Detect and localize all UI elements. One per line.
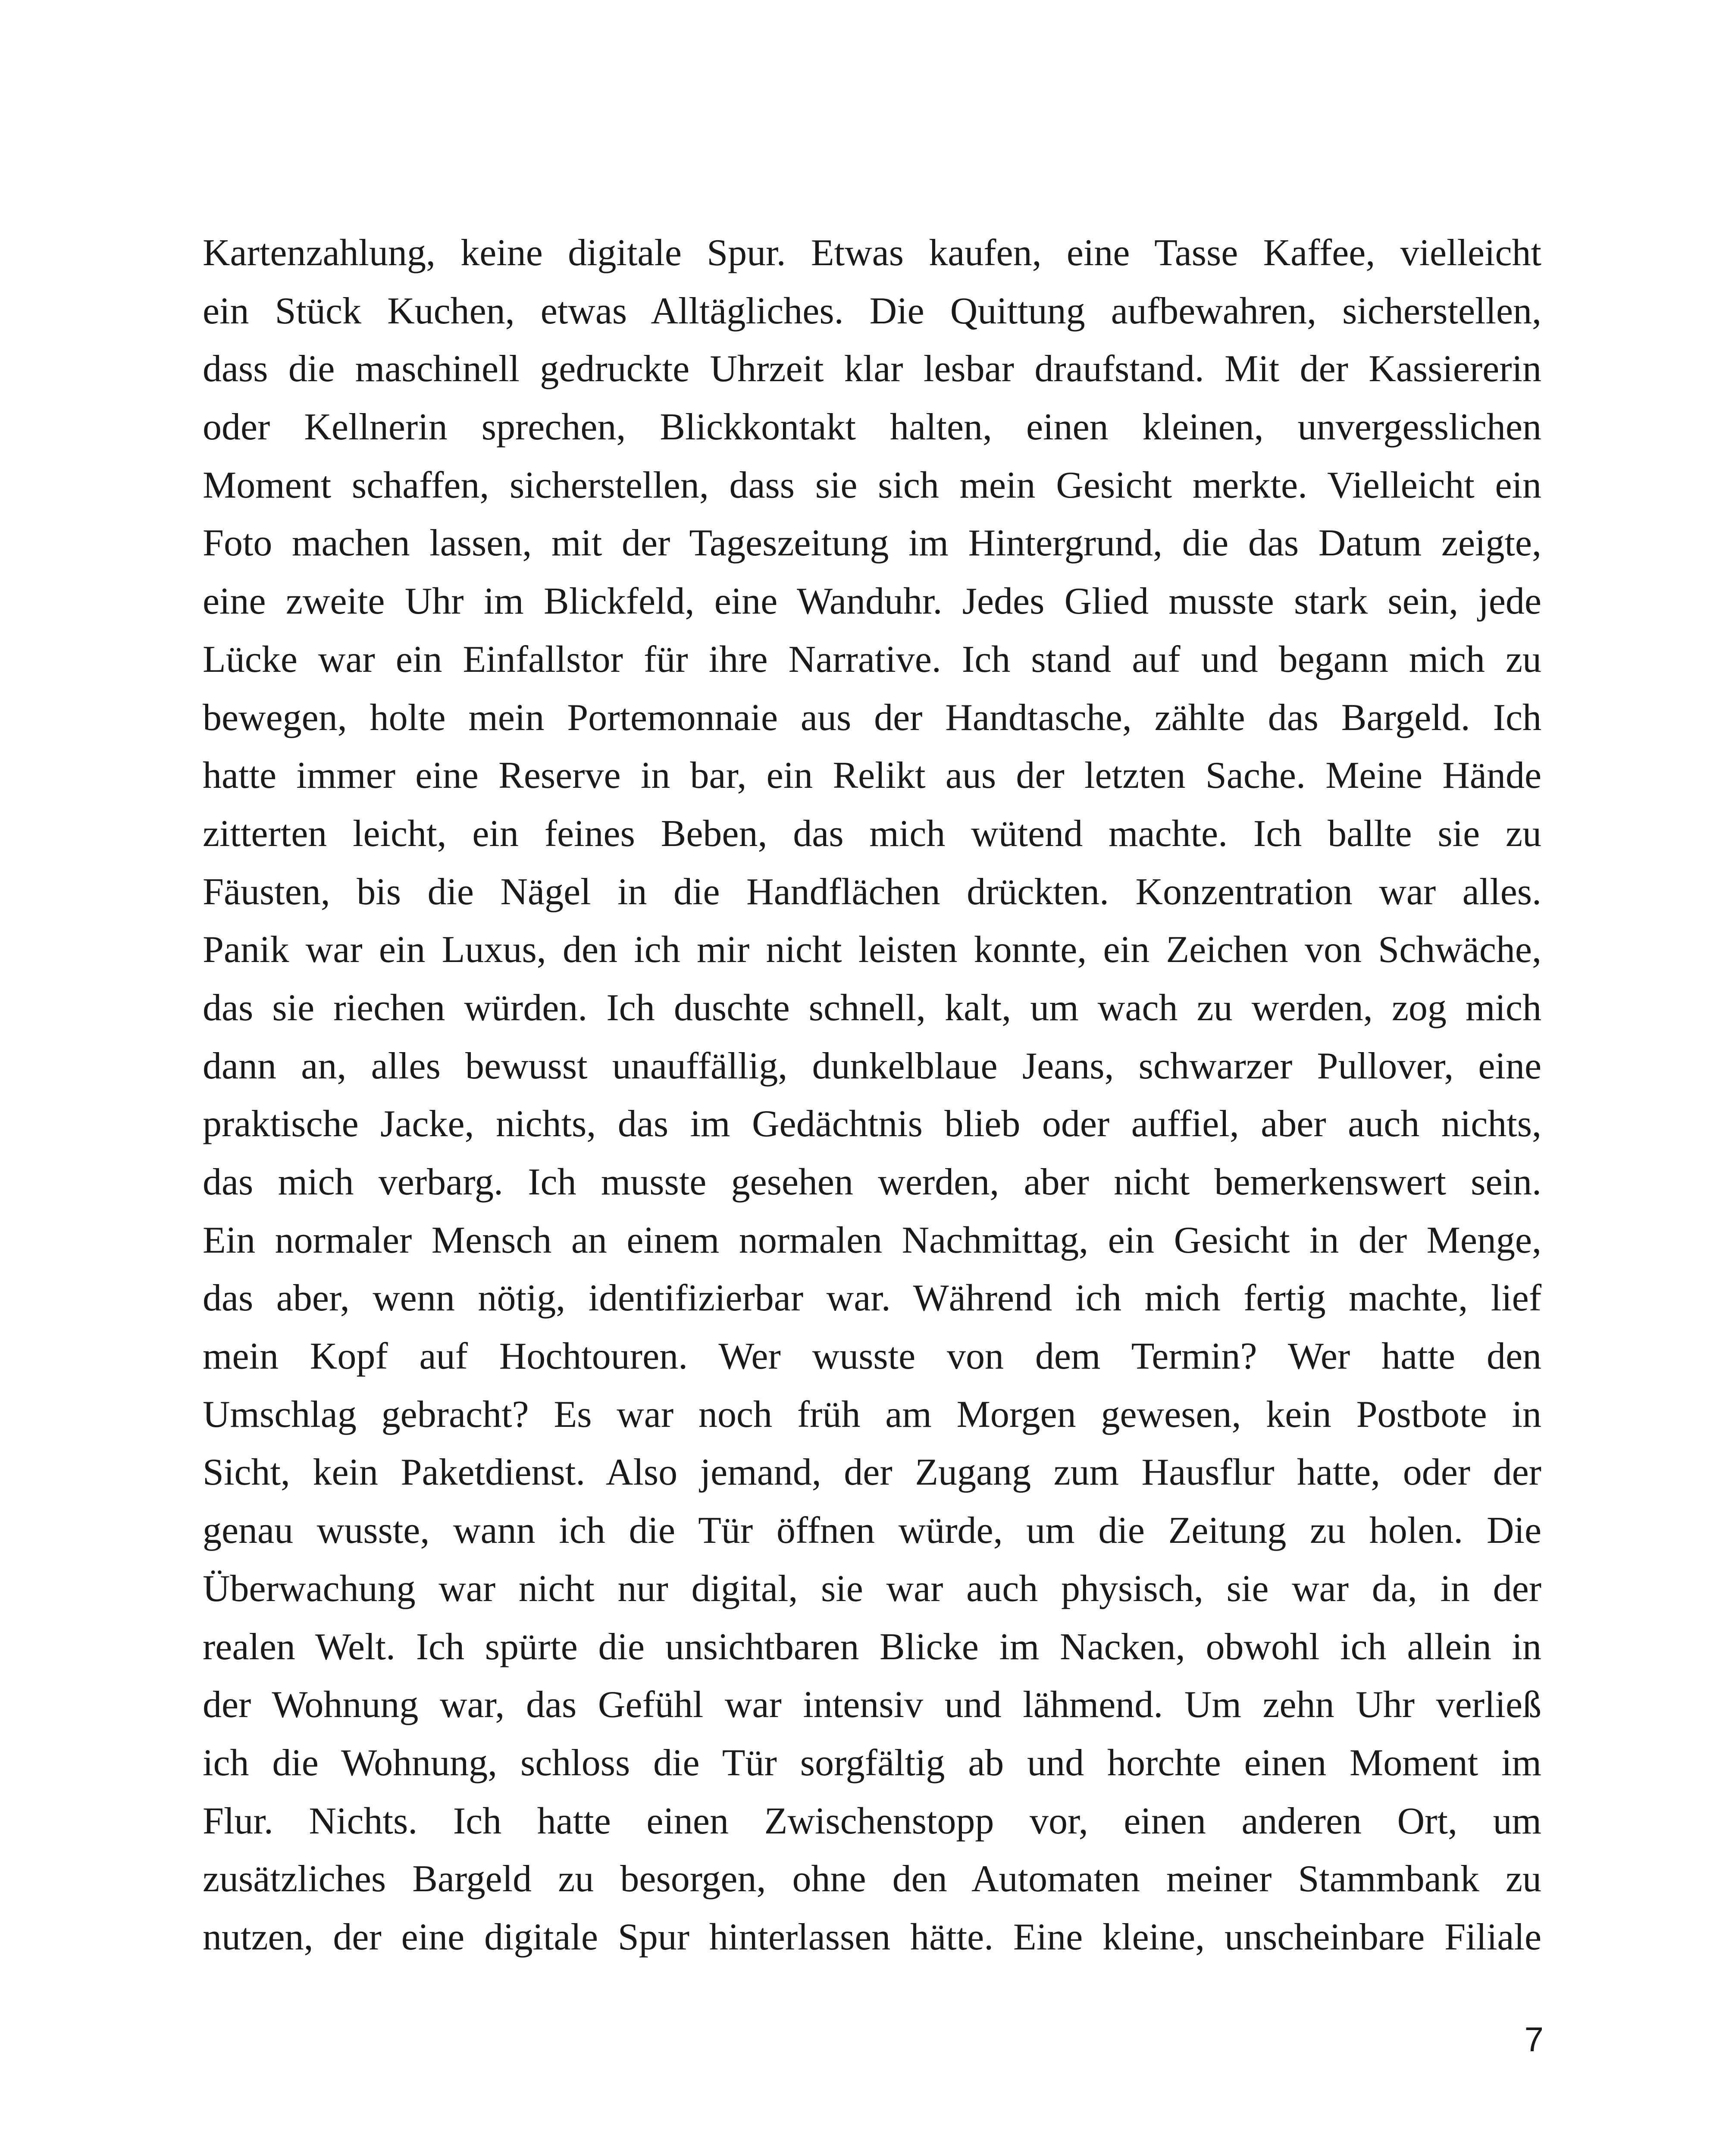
text-line: Umschlag gebracht? Es war noch früh am Morgen gewesen, kein Postbote in: [203, 1393, 1541, 1435]
text-line: Foto machen lassen, mit der Tageszeitung im Hintergrund, die das Datum zeigte,: [203, 522, 1541, 564]
text-line: Panik war ein Luxus, den ich mir nicht leisten konnte, ein Zeichen von Schwäche,: [203, 929, 1541, 971]
text-line: Überwachung war nicht nur digital, sie war auch physisch, sie war da, in der: [203, 1567, 1541, 1610]
text-line: Flur. Nichts. Ich hatte einen Zwischenstopp vor, einen anderen Ort, um: [203, 1800, 1541, 1842]
text-line: mein Kopf auf Hochtouren. Wer wusste von dem Termin? Wer hatte den: [203, 1335, 1541, 1378]
text-line: praktische Jacke, nichts, das im Gedächtnis blieb oder auffiel, aber auch nichts,: [203, 1103, 1541, 1145]
text-line: das mich verbarg. Ich musste gesehen werden, aber nicht bemerkenswert sein.: [203, 1161, 1541, 1203]
text-line: eine zweite Uhr im Blickfeld, eine Wanduhr. Jedes Glied musste stark sein, jede: [203, 580, 1541, 623]
text-line: dann an, alles bewusst unauffällig, dunkelblaue Jeans, schwarzer Pullover, eine: [203, 1045, 1541, 1087]
text-line: das sie riechen würden. Ich duschte schnell, kalt, um wach zu werden, zog mich: [203, 987, 1541, 1029]
text-line: Kartenzahlung, keine digitale Spur. Etwas kaufen, eine Tasse Kaffee, vielleicht: [203, 232, 1541, 274]
text-line: Sicht, kein Paketdienst. Also jemand, der Zugang zum Hausflur hatte, oder der: [203, 1451, 1541, 1494]
text-line: zusätzliches Bargeld zu besorgen, ohne den Automaten meiner Stammbank zu: [203, 1858, 1541, 1900]
page-number: 7: [1524, 2020, 1544, 2059]
text-line: hatte immer eine Reserve in bar, ein Relikt aus der letzten Sache. Meine Hände: [203, 755, 1541, 797]
text-line: bewegen, holte mein Portemonnaie aus der Handtasche, zählte das Bargeld. Ich: [203, 696, 1541, 739]
body-paragraph: [203, 224, 1541, 1967]
text-line: Lücke war ein Einfallstor für ihre Narrative. Ich stand auf und begann mich zu: [203, 638, 1541, 680]
text-line: zitterten leicht, ein feines Beben, das mich wütend machte. Ich ballte sie zu: [203, 812, 1541, 855]
text-line: Ein normaler Mensch an einem normalen Nachmittag, ein Gesicht in der Menge,: [203, 1219, 1541, 1261]
text-line: Fäusten, bis die Nägel in die Handflächen drückten. Konzentration war alles.: [203, 871, 1541, 913]
text-line: der Wohnung war, das Gefühl war intensiv und lähmend. Um zehn Uhr verließ: [203, 1684, 1541, 1726]
text-line: oder Kellnerin sprechen, Blickkontakt halten, einen kleinen, unvergesslichen: [203, 406, 1541, 448]
text-line: dass die maschinell gedruckte Uhrzeit klar lesbar draufstand. Mit der Kassiererin: [203, 348, 1541, 390]
text-line: ein Stück Kuchen, etwas Alltägliches. Die Quittung aufbewahren, sicherstellen,: [203, 290, 1541, 332]
text-line: das aber, wenn nötig, identifizierbar war. Während ich mich fertig machte, lief: [203, 1277, 1541, 1319]
text-line: Moment schaffen, sicherstellen, dass sie sich mein Gesicht merkte. Vielleicht ein: [203, 464, 1541, 506]
text-line: realen Welt. Ich spürte die unsichtbaren Blicke im Nacken, obwohl ich allein in: [203, 1626, 1541, 1668]
text-line: genau wusste, wann ich die Tür öffnen würde, um die Zeitung zu holen. Die: [203, 1510, 1541, 1552]
text-line: nutzen, der eine digitale Spur hinterlassen hätte. Eine kleine, unscheinbare Filiale: [203, 1916, 1541, 1958]
text-line: ich die Wohnung, schloss die Tür sorgfältig ab und horchte einen Moment im: [203, 1742, 1541, 1784]
